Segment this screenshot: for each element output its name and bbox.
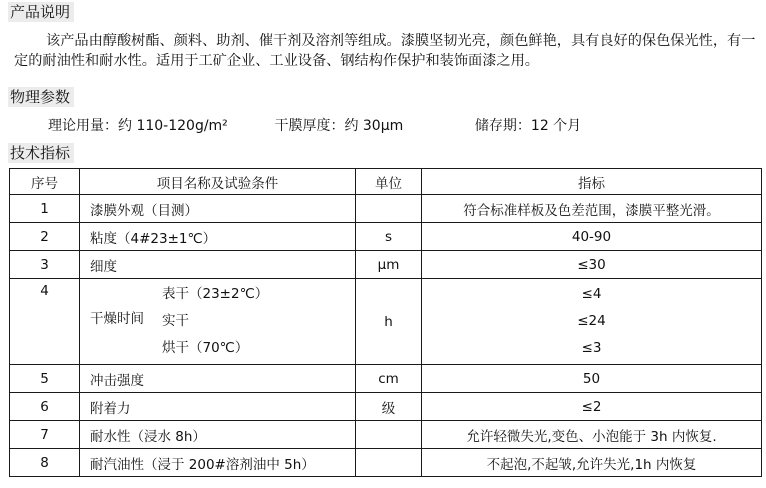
row-unit: μm	[356, 251, 422, 279]
row-no: 5	[10, 365, 80, 393]
row-no: 4	[10, 279, 80, 365]
drying-surface-spec: ≤4	[581, 286, 602, 302]
row-no: 1	[10, 195, 80, 223]
drying-time-cell	[80, 279, 356, 365]
table-row	[10, 393, 762, 421]
row-no: 2	[10, 223, 80, 251]
row-item: 耐汽油性（浸于 200#溶剂油中 5h）	[80, 449, 356, 477]
drying-spec-cell	[422, 279, 762, 365]
row-spec: ≤30	[422, 251, 762, 279]
header-unit: 单位	[356, 169, 422, 195]
row-unit: 级	[356, 393, 422, 421]
row-no: 7	[10, 421, 80, 449]
spec-table	[9, 168, 762, 477]
row-spec: ≤2	[422, 393, 762, 421]
table-row-drying	[10, 279, 762, 365]
thickness-param: 干膜厚度：约 30μm	[274, 118, 404, 134]
row-no: 8	[10, 449, 80, 477]
row-unit: s	[356, 223, 422, 251]
table-row	[10, 365, 762, 393]
row-unit	[356, 421, 422, 449]
params-heading: 物理参数	[8, 87, 74, 107]
row-spec: 40-90	[422, 223, 762, 251]
drying-bake: 烘干（70℃）	[162, 340, 249, 356]
storage-param: 储存期：12 个月	[474, 118, 582, 134]
table-row	[10, 421, 762, 449]
row-item: 耐水性（浸水 8h）	[80, 421, 356, 449]
table-row	[10, 449, 762, 477]
row-no: 6	[10, 393, 80, 421]
table-header-row	[10, 169, 762, 195]
table-row	[10, 223, 762, 251]
header-spec: 指标	[422, 169, 762, 195]
row-unit	[356, 449, 422, 477]
row-item: 粘度（4#23±1℃）	[80, 223, 356, 251]
row-spec: 不起泡,不起皱,允许失光,1h 内恢复	[422, 449, 762, 477]
row-no: 3	[10, 251, 80, 279]
header-item: 项目名称及试验条件	[80, 169, 356, 195]
table-row	[10, 195, 762, 223]
drying-surface: 表干（23±2℃）	[162, 286, 269, 302]
drying-hard-spec: ≤24	[577, 313, 606, 329]
usage-param: 理论用量：约 110-120g/m²	[48, 118, 228, 134]
row-item: 漆膜外观（目测）	[80, 195, 356, 223]
tech-heading: 技术指标	[8, 143, 74, 163]
row-item: 冲击强度	[80, 365, 356, 393]
table-row	[10, 251, 762, 279]
drying-hard: 实干	[162, 313, 189, 329]
row-item: 细度	[80, 251, 356, 279]
physical-params	[48, 116, 581, 136]
row-item: 附着力	[80, 393, 356, 421]
header-no: 序号	[10, 169, 80, 195]
row-unit	[356, 195, 422, 223]
row-spec: 允许轻微失光,变色、小泡能于 3h 内恢复.	[422, 421, 762, 449]
row-spec: 50	[422, 365, 762, 393]
drying-group-label: 干燥时间	[90, 311, 144, 327]
row-unit: cm	[356, 365, 422, 393]
row-unit: h	[356, 279, 422, 365]
intro-heading: 产品说明	[8, 2, 74, 22]
intro-paragraph: 该产品由醇酸树酯、颜料、助剂、催干剂及溶剂等组成。漆膜坚韧光亮，颜色鲜艳，具有良好的保色保光性，有一定的耐油性和耐水性。适用于工矿企业、工业设备、钢结构作保护和装饰面漆之用。	[14, 33, 756, 69]
drying-bake-spec: ≤3	[581, 340, 602, 356]
row-spec: 符合标准样板及色差范围，漆膜平整光滑。	[422, 195, 762, 223]
